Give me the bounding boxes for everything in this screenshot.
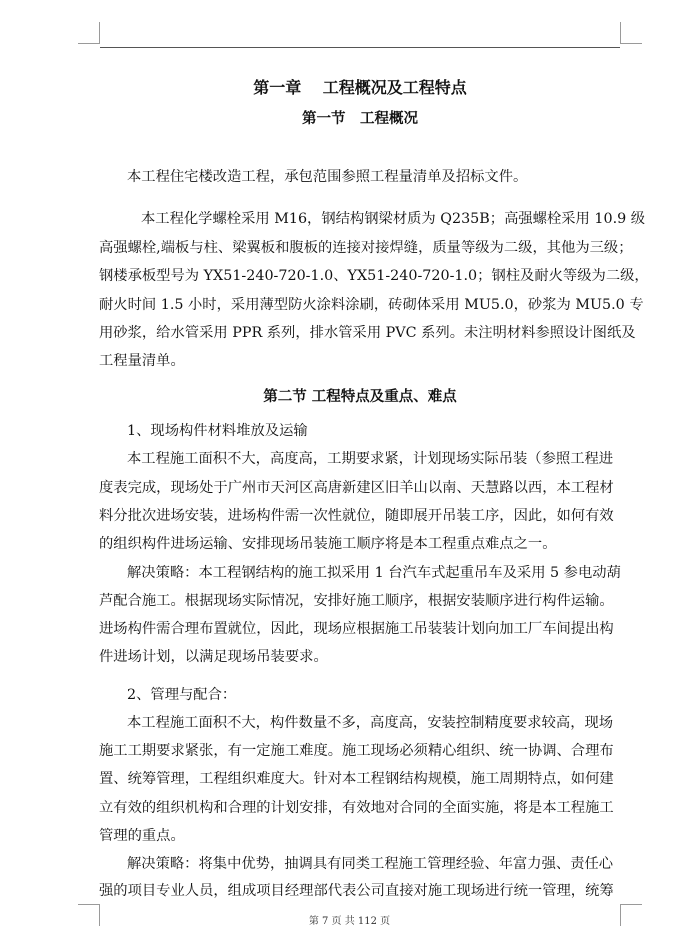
- item2-para-line-1: 本工程施工面积不大，构件数量不多，高度高，安装控制精度要求较高，现场: [127, 715, 614, 731]
- para2-line-3: 钢楼承板型号为 YX51-240-720-1.0、YX51-240-720-1.0；钢柱及耐火等级为二级，: [99, 268, 649, 284]
- item1-para-line-4: 的组织构件进场运输、安排现场吊装施工顺序将是本工程重点难点之一。: [99, 536, 557, 552]
- para2-line-2: 高强螺栓,端板与柱、梁翼板和腹板的连接对接焊缝，质量等级为二级，其他为三级；: [99, 240, 633, 256]
- item1-para-line-3: 料分批次进场安装，进场构件需一次性就位，随即展开吊装工序，因此，如何有效: [99, 508, 614, 524]
- crop-mark-top-left-h: [78, 43, 100, 44]
- chapter-title: 第一章 工程概况及工程特点: [253, 78, 467, 97]
- item1-para-line-1: 本工程施工面积不大，高度高，工期要求紧，计划现场实际吊装（参照工程进: [127, 451, 614, 467]
- para2-line-4: 耐火时间 1.5 小时，采用薄型防火涂料涂刷，砖砌体采用 MU5.0，砂浆为 MU5.0 专: [99, 297, 644, 313]
- page-number-footer: 第 7 页 共 112 页: [308, 916, 391, 927]
- para2-line-1: 本工程化学螺栓采用 M16，钢结构钢梁材质为 Q235B；高强螺栓采用 10.9 级: [141, 211, 646, 227]
- section-title-1: 第一节 工程概况: [302, 110, 418, 127]
- crop-mark-top-right-v: [620, 22, 621, 44]
- header-rule: [100, 47, 620, 48]
- item2-heading: 2、管理与配合：: [127, 687, 237, 703]
- item1-solution-line-4: 件进场计划，以满足现场吊装要求。: [99, 649, 328, 665]
- item1-para-line-2: 度表完成，现场处于广州市天河区高唐新建区旧羊山以南、天慧路以西，本工程材: [99, 480, 614, 496]
- item1-solution-line-2: 芦配合施工。根据现场实际情况，安排好施工顺序，根据安装顺序进行构件运输。: [99, 593, 614, 609]
- crop-mark-bottom-right-h: [620, 904, 642, 905]
- paragraph-scope: 本工程住宅楼改造工程，承包范围参照工程量清单及招标文件。: [127, 169, 528, 185]
- item1-heading: 1、现场构件材料堆放及运输: [127, 423, 308, 439]
- para2-line-6: 工程量清单。: [99, 353, 185, 369]
- item2-para-line-4: 立有效的组织机构和合理的计划安排，有效地对合同的全面实施，将是本工程施工: [99, 800, 614, 816]
- item1-solution-line-1: 解决策略：本工程钢结构的施工拟采用 1 台汽车式起重吊车及采用 5 参电动葫: [127, 565, 621, 581]
- item2-solution-line-2: 强的项目专业人员，组成项目经理部代表公司直接对施工现场进行统一管理，统筹: [99, 883, 614, 899]
- crop-mark-top-right-h: [620, 43, 642, 44]
- crop-mark-bottom-left-h: [78, 904, 100, 905]
- section-title-2: 第二节 工程特点及重点、难点: [263, 388, 457, 405]
- para2-line-5: 用砂浆，给水管采用 PPR 系列，排水管采用 PVC 系列。未注明材料参照设计图纸及: [99, 325, 636, 341]
- item2-para-line-2: 施工工期要求紧张，有一定施工难度。施工现场必须精心组织、统一协调、合理布: [99, 743, 614, 759]
- item2-para-line-3: 置、统筹管理，工程组织难度大。针对本工程钢结构规模，施工周期特点，如何建: [99, 771, 614, 787]
- item1-solution-line-3: 进场构件需合理布置就位，因此，现场应根据施工吊装装计划向加工厂车间提出构: [99, 621, 614, 637]
- item2-para-line-5: 管理的重点。: [99, 828, 185, 844]
- crop-mark-top-left-v: [99, 22, 100, 44]
- item2-solution-line-1: 解决策略：将集中优势，抽调具有同类工程施工管理经验、年富力强、责任心: [127, 856, 614, 872]
